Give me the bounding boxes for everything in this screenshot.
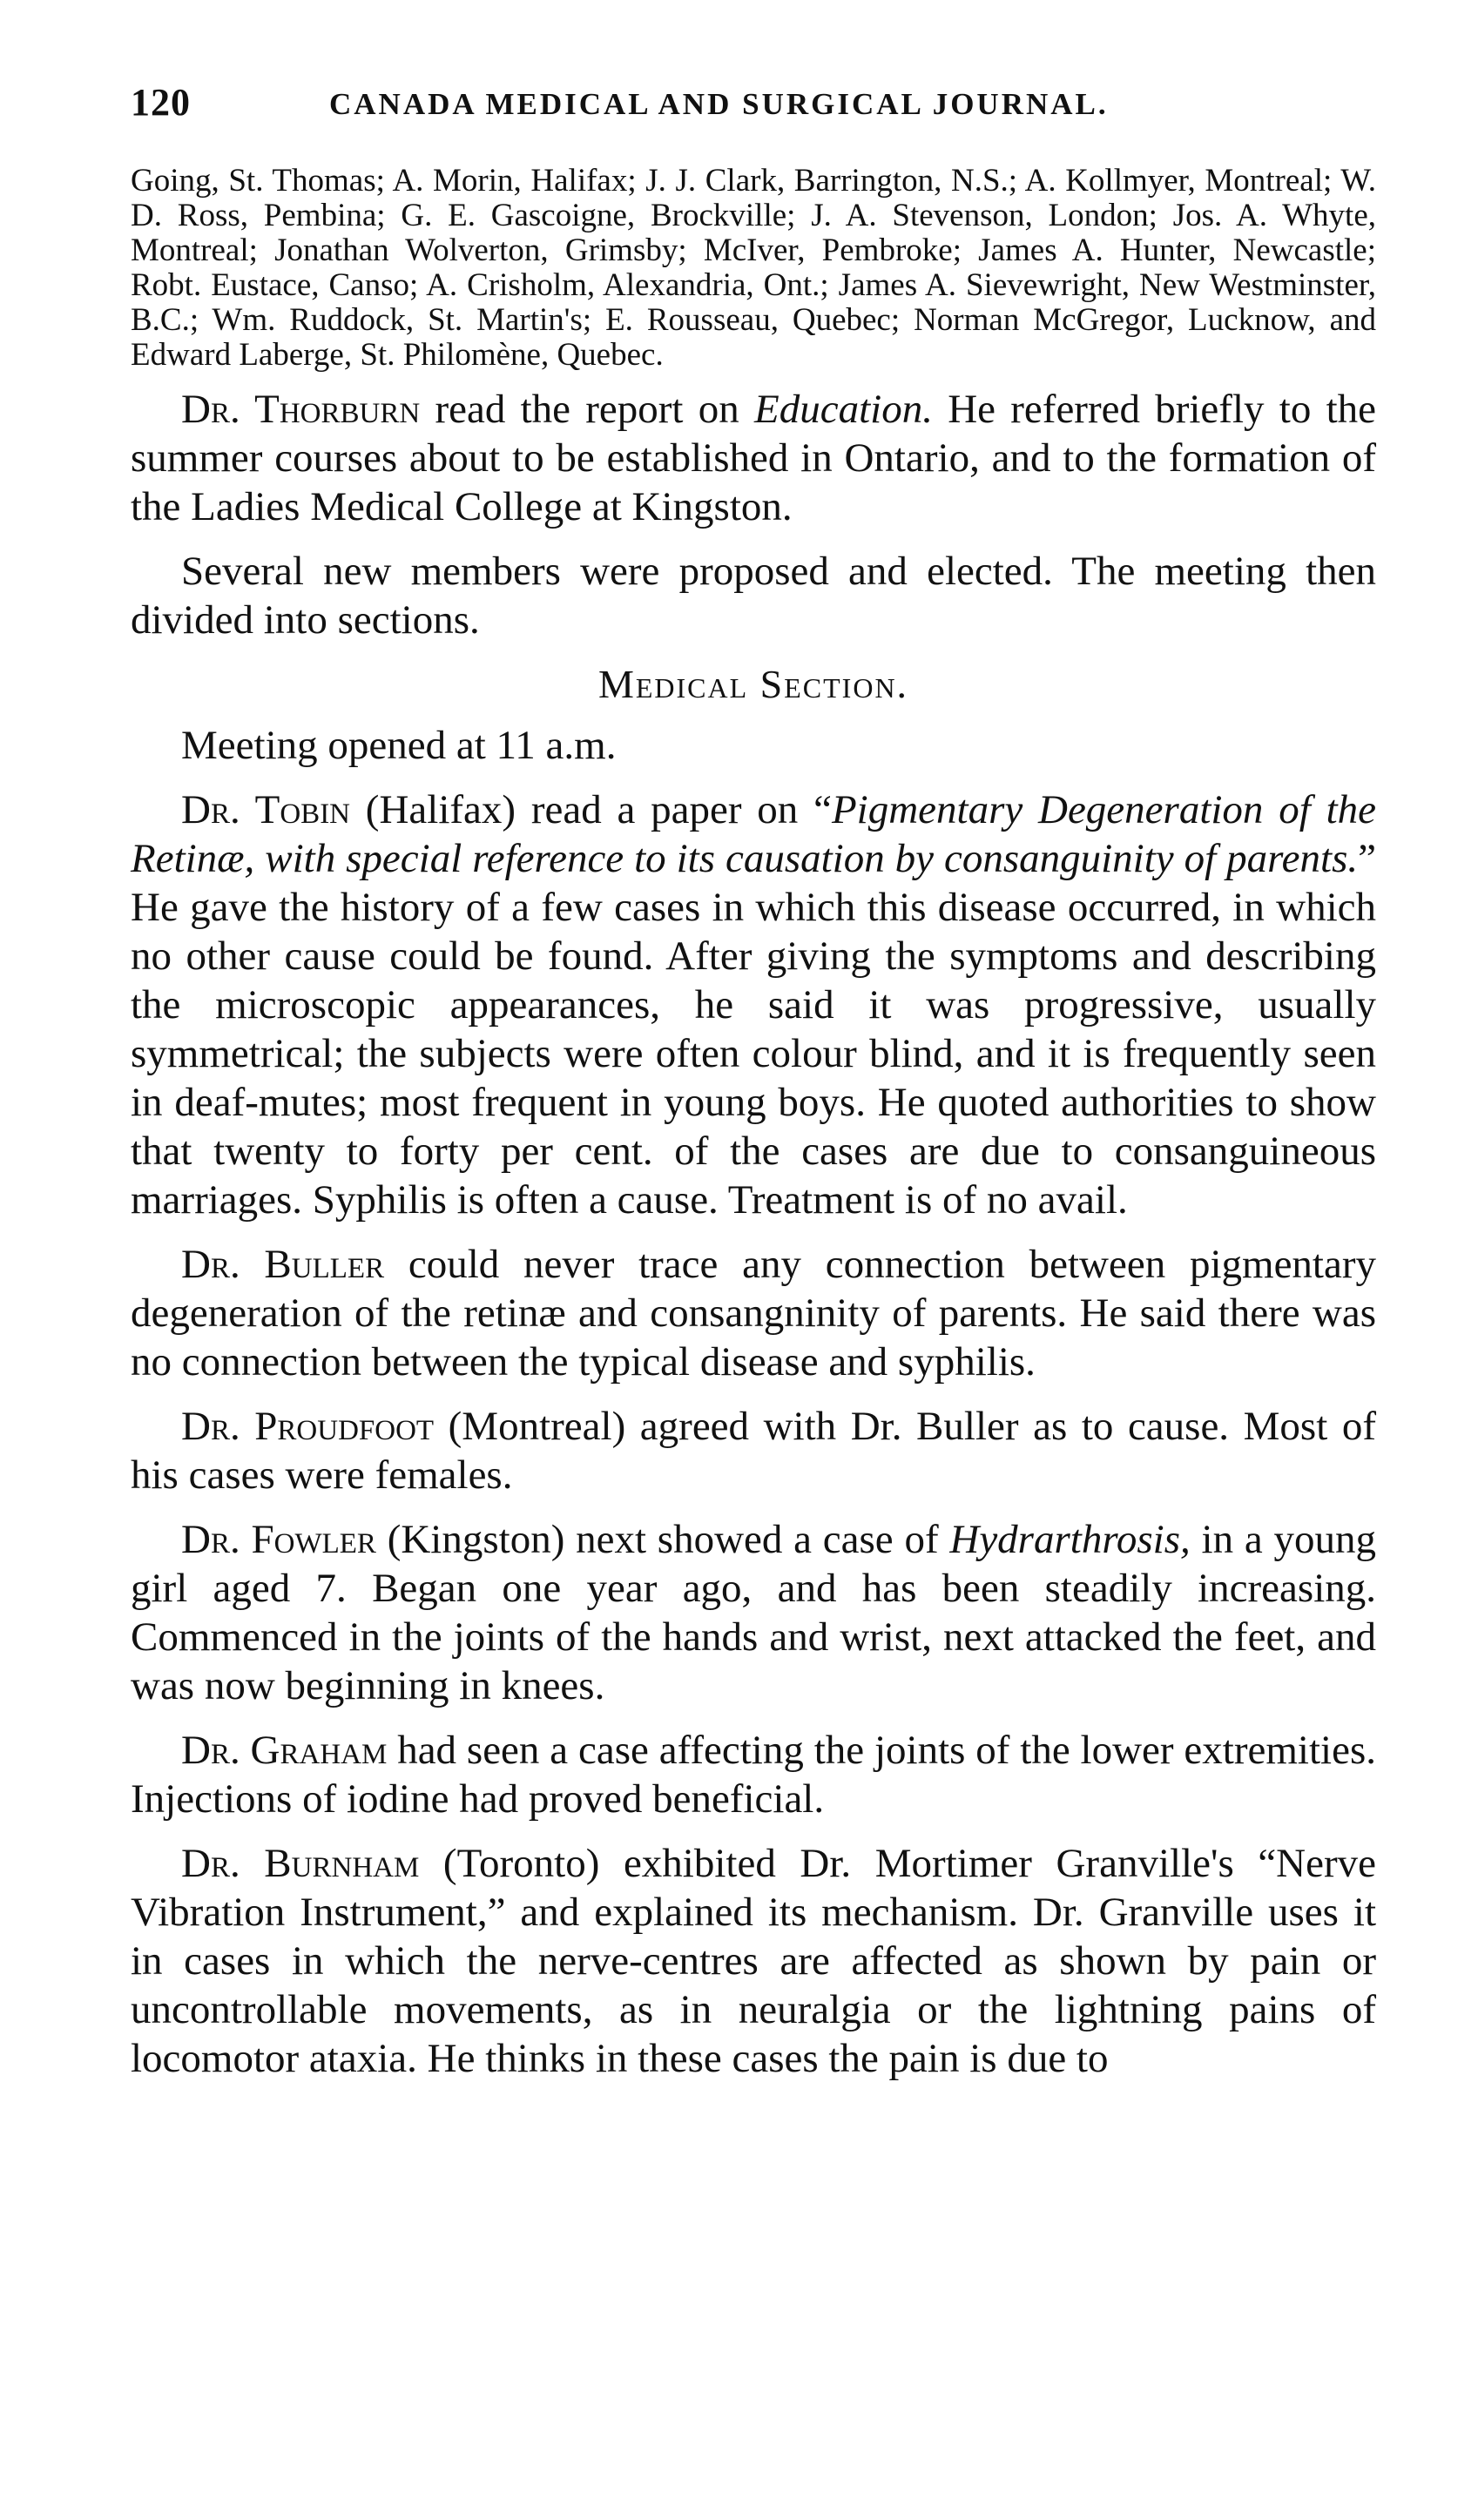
condition-term: Hydrarthrosis, xyxy=(949,1517,1191,1562)
section-heading: Medical Section. xyxy=(597,662,909,706)
paper-title: Pigmentary Degeneration of the Retinæ, with special reference to its causation by consanguinity of parents. xyxy=(131,787,1376,881)
speaker-name: Dr. Buller xyxy=(181,1242,385,1287)
paragraph-text: (Kingston) next showed a case of xyxy=(375,1517,950,1562)
members-list: Going, St. Thomas; A. Morin, Halifax; J. J. Clark, Barrington, N.S.; A. Kollmyer, Montreal; W. D. Ross, Pembina; G. E. Gascoigne, Brockville; J. A. Stevenson, London; Jos. A. Whyte, Montreal; Jonathan Wolverton, Grimsby; McIver, Pembroke; James A. Hunter, Newcastle; Robt. Eustace, Canso; A. Crisholm, Alexandria, Ont.; James A. Sievewright, New Westminster, B.C.; Wm. Ruddock, St. Martin's; E. Rousseau, Quebec; Norman McGregor, Lucknow, and Edward Laberge, St. Philomène, Quebec. xyxy=(131,163,1376,373)
paragraph-text: read the report on xyxy=(420,387,755,432)
paragraph-proudfoot xyxy=(131,1402,1376,1499)
paragraph-thorburn xyxy=(131,385,1376,531)
paragraph-fowler xyxy=(131,1515,1376,1710)
paragraph-buller xyxy=(131,1240,1376,1386)
speaker-name: Dr. Thorburn xyxy=(181,387,421,432)
paragraph-text: (Toronto) exhibited Dr. Mortimer Granville's “Nerve Vibration Instrument,” and explained its mechanism. Dr. Granville uses it in cases in which the nerve-centres are affected as shown by pain or uncontrollable movements, as in neuralgia or the lightning pains of locomotor ataxia. He thinks in these cases the pain is due to xyxy=(131,1841,1377,2081)
paragraph-text: He referred briefly to the summer courses about to be established in Ontario, and to the formation of the Ladies Medical College at Kingston. xyxy=(131,387,1377,529)
speaker-name: Dr. Burnham xyxy=(181,1841,420,1886)
page-number: 120 xyxy=(131,81,191,124)
paragraph-text: in a young girl aged 7. Began one year ago, and has been steadily increasing. Commenced in the joints of the hands and wrist, next attacked the feet, and was now beginning in knees. xyxy=(131,1517,1376,1708)
paragraph-text: ” He gave the history of a few cases in which this disease occurred, in which no other cause could be found. After giving the symptoms and describing the microscopic appearances, he said it was progressive, usually symmetrical; the subjects were often colour blind, and it is frequently seen in deaf-mutes; most frequent in young boys. He quoted authorities to show that twenty to forty per cent. of the cases are due to consanguineous marriages. Syphilis is often a cause. Treatment is of no avail. xyxy=(131,836,1376,1223)
paragraph-text: had seen a case affecting the joints of the lower extremities. Injections of iodine had proved beneficial. xyxy=(131,1728,1376,1822)
paragraph-graham xyxy=(131,1726,1376,1823)
paragraph-text: (Montreal) agreed with Dr. Buller as to cause. Most of his cases were females. xyxy=(131,1404,1376,1498)
journal-title: CANADA MEDICAL AND SURGICAL JOURNAL. xyxy=(329,87,1109,121)
paragraph-burnham xyxy=(131,1839,1376,2083)
speaker-name: Dr. Graham xyxy=(181,1728,388,1773)
paragraph-new-members: Several new members were proposed and elected. The meeting then divided into sections. xyxy=(131,549,1376,643)
speaker-name: Dr. Fowler xyxy=(181,1517,376,1562)
paragraph-text: (Halifax) read a paper on “ xyxy=(350,787,832,832)
article-body xyxy=(131,164,1376,2099)
paragraph-tobin xyxy=(131,785,1376,1224)
paragraph-meeting-opened: Meeting opened at 11 a.m. xyxy=(181,723,617,768)
paragraph-text: could never trace any connection between pigmentary degeneration of the retinæ and consangninity of parents. He said there was no connection between the typical disease and syphilis. xyxy=(131,1242,1376,1385)
report-topic: Education. xyxy=(754,387,933,432)
speaker-name: Dr. Proudfoot xyxy=(181,1404,435,1449)
running-head xyxy=(131,80,1376,132)
speaker-name: Dr. Tobin xyxy=(181,787,351,832)
